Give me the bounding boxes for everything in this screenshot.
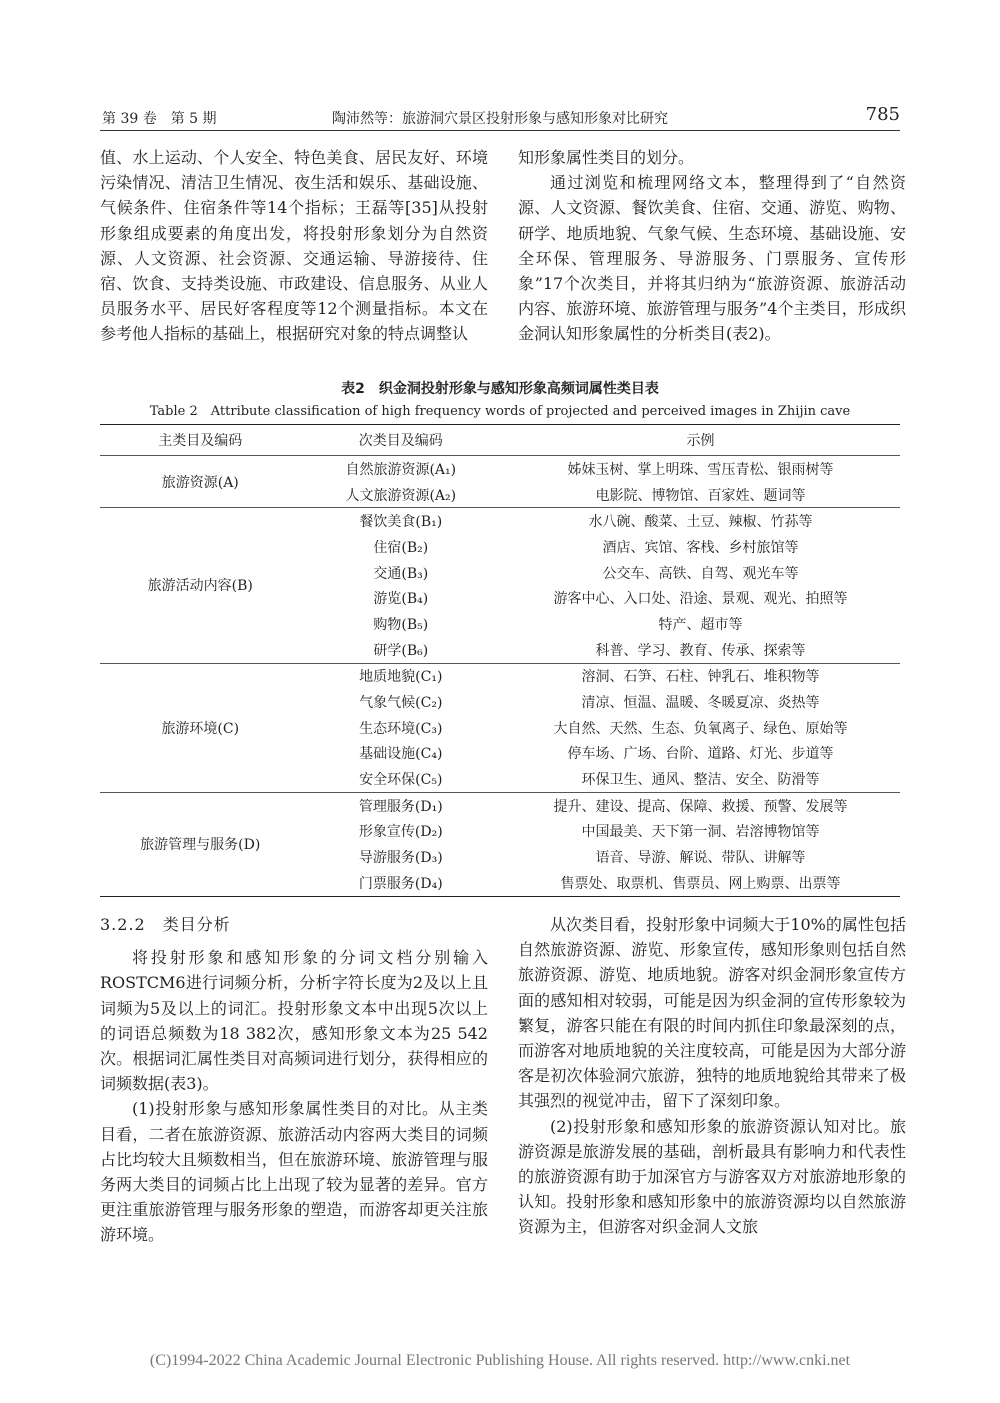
sub-category-cell: 形象宣传(D₂) bbox=[358, 824, 443, 841]
section-title: 3.2.2 类目分析 bbox=[100, 915, 231, 934]
table-row bbox=[100, 456, 900, 482]
table-header-cell: 主类目及编码 bbox=[100, 425, 301, 456]
table-row bbox=[100, 508, 900, 534]
example-cell: 电影院、博物馆、百家姓、题词等 bbox=[501, 482, 900, 508]
paragraph: 从次类目看，投射形象中词频大于10%的属性包括自然旅游资源、游览、形象宣传，感知形象则包括自然旅游资源、游览、地质地貌。游客对织金洞形象宣传方面的感知相对较弱，可能是因为织金洞的宣传形象较为繁复，游客只能在有限的时间内抓住印象最深刻的点，而游客对地质地貌的关注度较高，可能是因为大部分游客是初次体验洞穴旅游，独特的地质地貌给其带来了极其强烈的视觉冲击，留下了深刻印象。 bbox=[518, 915, 906, 1111]
sub-category-cell: 购物(B₅) bbox=[373, 616, 429, 633]
example-cell: 语音、导游、解说、带队、讲解等 bbox=[595, 850, 806, 867]
sub-category-cell: 餐饮美食(B₁) bbox=[359, 514, 443, 531]
sub-category-cell: 导游服务(D₃) bbox=[358, 850, 443, 867]
example-cell: 售票处、取票机、售票员、网上购票、出票等 bbox=[501, 870, 900, 896]
sub-category-cell: 地质地貌(C₁) bbox=[359, 669, 443, 686]
left-column-bottom bbox=[100, 912, 488, 1248]
example-cell: 游客中心、入口处、沿途、景观、观光、拍照等 bbox=[553, 591, 848, 608]
table-header-row bbox=[100, 425, 900, 456]
running-header bbox=[100, 104, 900, 131]
right-column-bottom bbox=[518, 912, 906, 1240]
sub-category-cell: 交通(B₃) bbox=[373, 565, 429, 582]
table-header-cell: 示例 bbox=[501, 425, 900, 456]
paragraph: (1)投射形象与感知形象属性类目的对比。从主类目看，二者在旅游资源、旅游活动内容两大类目的词频占比均较大且频数相当，但在旅游环境、旅游管理与服务两大类目的词频占比上出现了较为显著的差异。官方更注重旅游管理与服务形象的塑造，而游客却更关注旅游环境。 bbox=[100, 1099, 488, 1245]
example-cell: 提升、建设、提高、保障、救援、预警、发展等 bbox=[553, 798, 848, 815]
journal-volume: 第 39 卷 第 5 期 bbox=[102, 111, 217, 127]
table-header-cell: 次类目及编码 bbox=[301, 425, 502, 456]
paragraph: 通过浏览和梳理网络文本，整理得到了“自然资源、人文资源、餐饮美食、住宿、交通、游览、购物、研学、地质地貌、气象气候、生态环境、基础设施、安全环保、管理服务、导游服务、门票服务、宣传形象”17个次类目，并将其归纳为“旅游资源、旅游活动内容、旅游环境、旅游管理与服务”4个主类目，形成织金洞认知形象属性的分析类目(表2)。 bbox=[518, 173, 906, 344]
sub-category-cell: 基础设施(C₄) bbox=[359, 746, 443, 763]
sub-category-cell: 气象气候(C₂) bbox=[359, 695, 443, 712]
main-category-cell: 旅游管理与服务(D) bbox=[100, 792, 301, 896]
paragraph: 知形象属性类目的划分。 bbox=[518, 148, 695, 167]
table-caption-cn: 表2 织金洞投射形象与感知形象高频词属性类目表 bbox=[341, 381, 659, 397]
sub-category-cell: 管理服务(D₁) bbox=[358, 798, 443, 815]
table-row bbox=[100, 663, 900, 689]
main-category-cell: 旅游资源(A) bbox=[100, 456, 301, 508]
sub-category-cell: 人文旅游资源(A₂) bbox=[301, 482, 502, 508]
sub-category-cell: 自然旅游资源(A₁) bbox=[345, 461, 457, 478]
table-caption-en: Table 2 Attribute classification of high frequency words of projected and perceived images in Zhijin cave bbox=[149, 404, 851, 419]
main-category-cell: 旅游环境(C) bbox=[100, 663, 301, 792]
running-title: 陶沛然等：旅游洞穴景区投射形象与感知形象对比研究 bbox=[332, 111, 668, 127]
left-column-top bbox=[100, 145, 488, 347]
example-cell: 科普、学习、教育、传承、探索等 bbox=[501, 637, 900, 663]
example-cell: 中国最美、天下第一洞、岩溶博物馆等 bbox=[581, 824, 820, 841]
copyright-footer: (C)1994-2022 China Academic Journal Electronic Publishing House. All rights reserved. http://www.cnki.net bbox=[149, 1352, 851, 1369]
sub-category-cell: 研学(B₆) bbox=[301, 637, 502, 663]
attribute-table bbox=[100, 424, 900, 897]
sub-category-cell: 安全环保(C₅) bbox=[301, 766, 502, 792]
main-category-cell: 旅游活动内容(B) bbox=[100, 508, 301, 663]
sub-category-cell: 生态环境(C₃) bbox=[359, 720, 443, 737]
example-cell: 特产、超市等 bbox=[658, 616, 743, 633]
sub-category-cell: 游览(B₄) bbox=[373, 591, 429, 608]
sub-category-cell: 门票服务(D₄) bbox=[301, 870, 502, 896]
example-cell: 停车场、广场、台阶、道路、灯光、步道等 bbox=[567, 746, 834, 763]
example-cell: 清凉、恒温、温暖、冬暖夏凉、炎热等 bbox=[581, 695, 820, 712]
page-number: 785 bbox=[865, 104, 900, 125]
example-cell: 公交车、高铁、自驾、观光车等 bbox=[602, 565, 799, 582]
example-cell: 溶洞、石笋、石柱、钟乳石、堆积物等 bbox=[581, 669, 820, 686]
example-cell: 姊妹玉树、掌上明珠、雪压青松、银雨树等 bbox=[567, 461, 834, 478]
table-row bbox=[100, 792, 900, 818]
paragraph: (2)投射形象和感知形象的旅游资源认知对比。旅游资源是旅游发展的基础，剖析最具有影响力和代表性的旅游资源有助于加深官方与游客双方对旅游地形象的认知。投射形象和感知形象中的旅游资源均以自然旅游资源为主，但游客对织金洞人文旅 bbox=[518, 1116, 906, 1237]
example-cell: 环保卫生、通风、整洁、安全、防滑等 bbox=[501, 766, 900, 792]
paragraph: 将投射形象和感知形象的分词文档分别输入ROSTCM6进行词频分析，分析字符长度为2及以上且词频为5及以上的词汇。投射形象文本中出现5次以上的词语总频数为18 382次，感知形象文本为25 542次。根据词汇属性类目对高频词进行划分，获得相应的词频数据(表3)。 bbox=[100, 948, 488, 1094]
right-column-top bbox=[518, 145, 906, 347]
example-cell: 酒店、宾馆、客栈、乡村旅馆等 bbox=[602, 539, 799, 556]
sub-category-cell: 住宿(B₂) bbox=[373, 539, 429, 556]
example-cell: 水八碗、酸菜、土豆、辣椒、竹荪等 bbox=[588, 514, 813, 531]
example-cell: 大自然、天然、生态、负氧离子、绿色、原始等 bbox=[553, 720, 848, 737]
paragraph: 值、水上运动、个人安全、特色美食、居民友好、环境污染情况、清洁卫生情况、夜生活和娱乐、基础设施、气候条件、住宿条件等14个指标；王磊等[35]从投射形象组成要素的角度出发，将投射形象划分为自然资源、人文资源、社会资源、交通运输、导游接待、住宿、饮食、支持类设施、市政建设、信息服务、从业人员服务水平、居民好客程度等12个测量指标。本文在参考他人指标的基础上，根据研究对象的特点调整认 bbox=[100, 148, 488, 344]
